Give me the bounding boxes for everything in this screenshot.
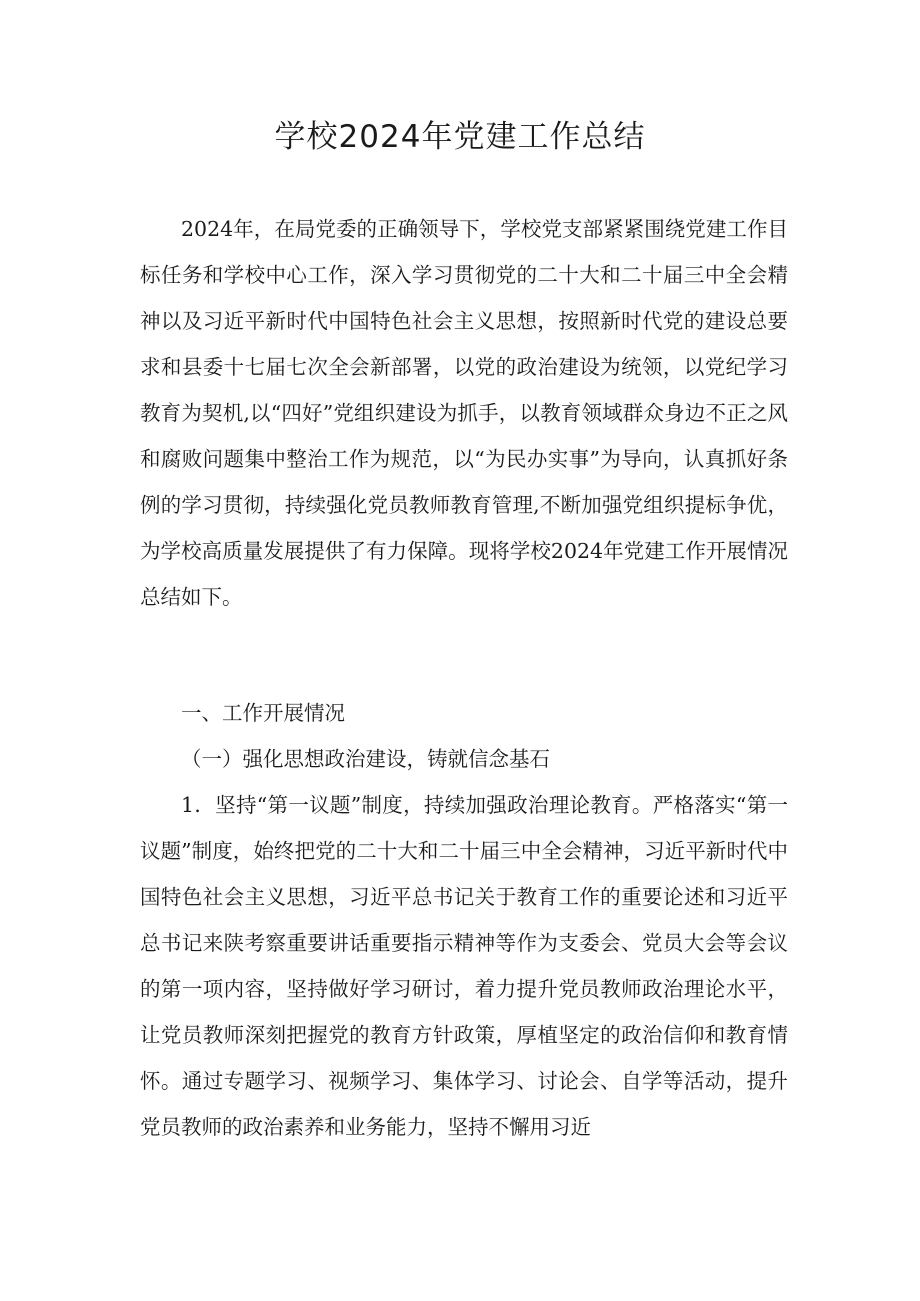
intro-paragraph: 2024年，在局党委的正确领导下，学校党支部紧紧围绕党建工作目标任务和学校中心工作，深入学习贯彻党的二十大和二十届三中全会精神以及习近平新时代中国特色社会主义思想，按照新时代党的建设总要求和县委十七届七次全会新部署，以党的政治建设为统领，以党纪学习教育为契机,以“四好”党组织建设为抓手，以教育领域群众身边不正之风和腐败问题集中整治工作为规范，以“为民办实事”为导向，认真抓好条例的学习贯彻，持续强化党员教师教育管理,不断加强党组织提标争优，为学校高质量发展提供了有力保障。现将学校2024年党建工作开展情况总结如下。: [140, 217, 788, 609]
subsection-heading: （一）强化思想政治建设，铸就信念基石: [181, 747, 550, 771]
intro-section: [140, 206, 788, 620]
item-one-paragraph: 1．坚持“第一议题”制度，持续加强政治理论教育。严格落实“第一议题”制度，始终把党的二十大和二十届三中全会精神，习近平新时代中国特色社会主义思想，习近平总书记关于教育工作的重要论述和习近平总书记来陕考察重要讲话重要指示精神等作为支委会、党员大会等会议的第一项内容，坚持做好学习研讨，着力提升党员教师政治理论水平，让党员教师深刻把握党的教育方针政策，厚植坚定的政治信仰和教育情怀。通过专题学习、视频学习、集体学习、讨论会、自学等活动，提升党员教师的政治素养和业务能力，坚持不懈用习近: [140, 793, 788, 1139]
item-one-section: [140, 782, 788, 1150]
section-heading: 一、工作开展情况: [181, 701, 345, 725]
document-title: 学校2024年党建工作总结: [274, 119, 646, 155]
